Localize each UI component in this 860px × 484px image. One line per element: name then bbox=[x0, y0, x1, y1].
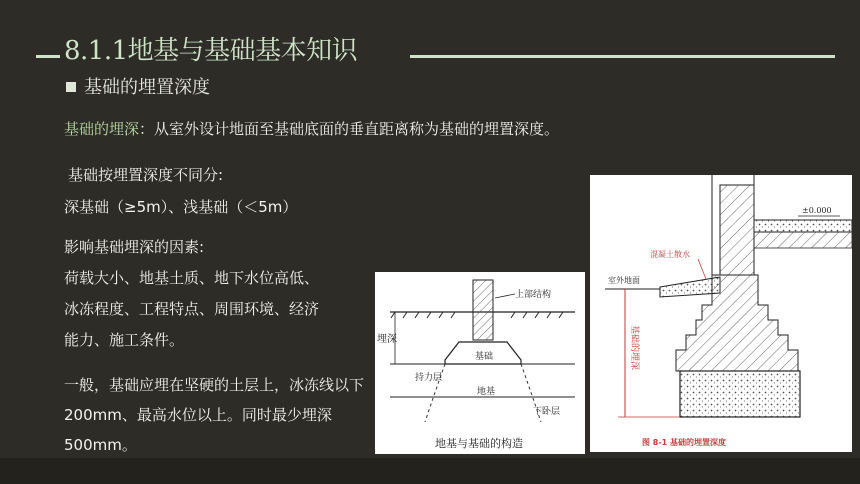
label-upper-structure: 上部结构 bbox=[515, 290, 552, 300]
label-foundation: 基础 bbox=[475, 352, 494, 362]
label-burial-depth-vertical: 基础的埋深 bbox=[629, 325, 639, 371]
foundation-structure-diagram bbox=[375, 272, 585, 454]
definition-term: 基础的埋深 bbox=[64, 120, 140, 138]
figure-foundation-structure bbox=[375, 272, 585, 454]
figure2-caption: 图 8-1 基础的埋置深度 bbox=[642, 438, 727, 447]
label-bearing-layer: 持力层 bbox=[415, 373, 443, 383]
definition-body: ：从室外设计地面至基础底面的垂直距离称为基础的埋置深度。 bbox=[139, 120, 560, 138]
label-burial-depth: 埋深 bbox=[377, 334, 397, 345]
label-subgrade: 地基 bbox=[477, 387, 496, 397]
general-paragraph: 一般，基础应埋在坚硬的土层上，冰冻线以下200mm、最高水位以上。同时最少埋深500mm。 bbox=[64, 376, 365, 454]
classification-heading: 基础按埋置深度不同分: bbox=[68, 166, 224, 184]
factors-line-3: 能力、施工条件。 bbox=[64, 331, 185, 349]
classification-detail: 深基础（≥5m）、浅基础（＜5m） bbox=[64, 198, 298, 216]
square-bullet-icon bbox=[66, 82, 76, 92]
title-rule-left bbox=[36, 55, 60, 58]
title-rule-right bbox=[410, 55, 835, 58]
factors-line-2: 冰冻程度、工程特点、周围环境、经济 bbox=[64, 300, 320, 318]
factors-heading: 影响基础埋深的因素: bbox=[64, 238, 205, 256]
label-elevation: ±0.000 bbox=[802, 206, 832, 215]
label-concrete-apron: 混凝土散水 bbox=[650, 250, 690, 259]
figure1-caption: 地基与基础的构造 bbox=[435, 437, 523, 450]
figure-burial-depth bbox=[590, 175, 852, 452]
definition bbox=[64, 118, 559, 139]
subtitle-row bbox=[66, 73, 210, 99]
title-row bbox=[0, 30, 860, 64]
bottom-band bbox=[0, 458, 860, 484]
burial-depth-diagram bbox=[590, 175, 852, 452]
subtitle: 基础的埋置深度 bbox=[84, 77, 210, 98]
factors-line-1: 荷载大小、地基土质、地下水位高低、 bbox=[64, 269, 320, 287]
label-outdoor-ground: 室外地面 bbox=[608, 276, 640, 285]
label-underlying-layer: 下卧层 bbox=[533, 407, 561, 417]
slide-title: 8.1.1地基与基础基本知识 bbox=[64, 36, 358, 66]
